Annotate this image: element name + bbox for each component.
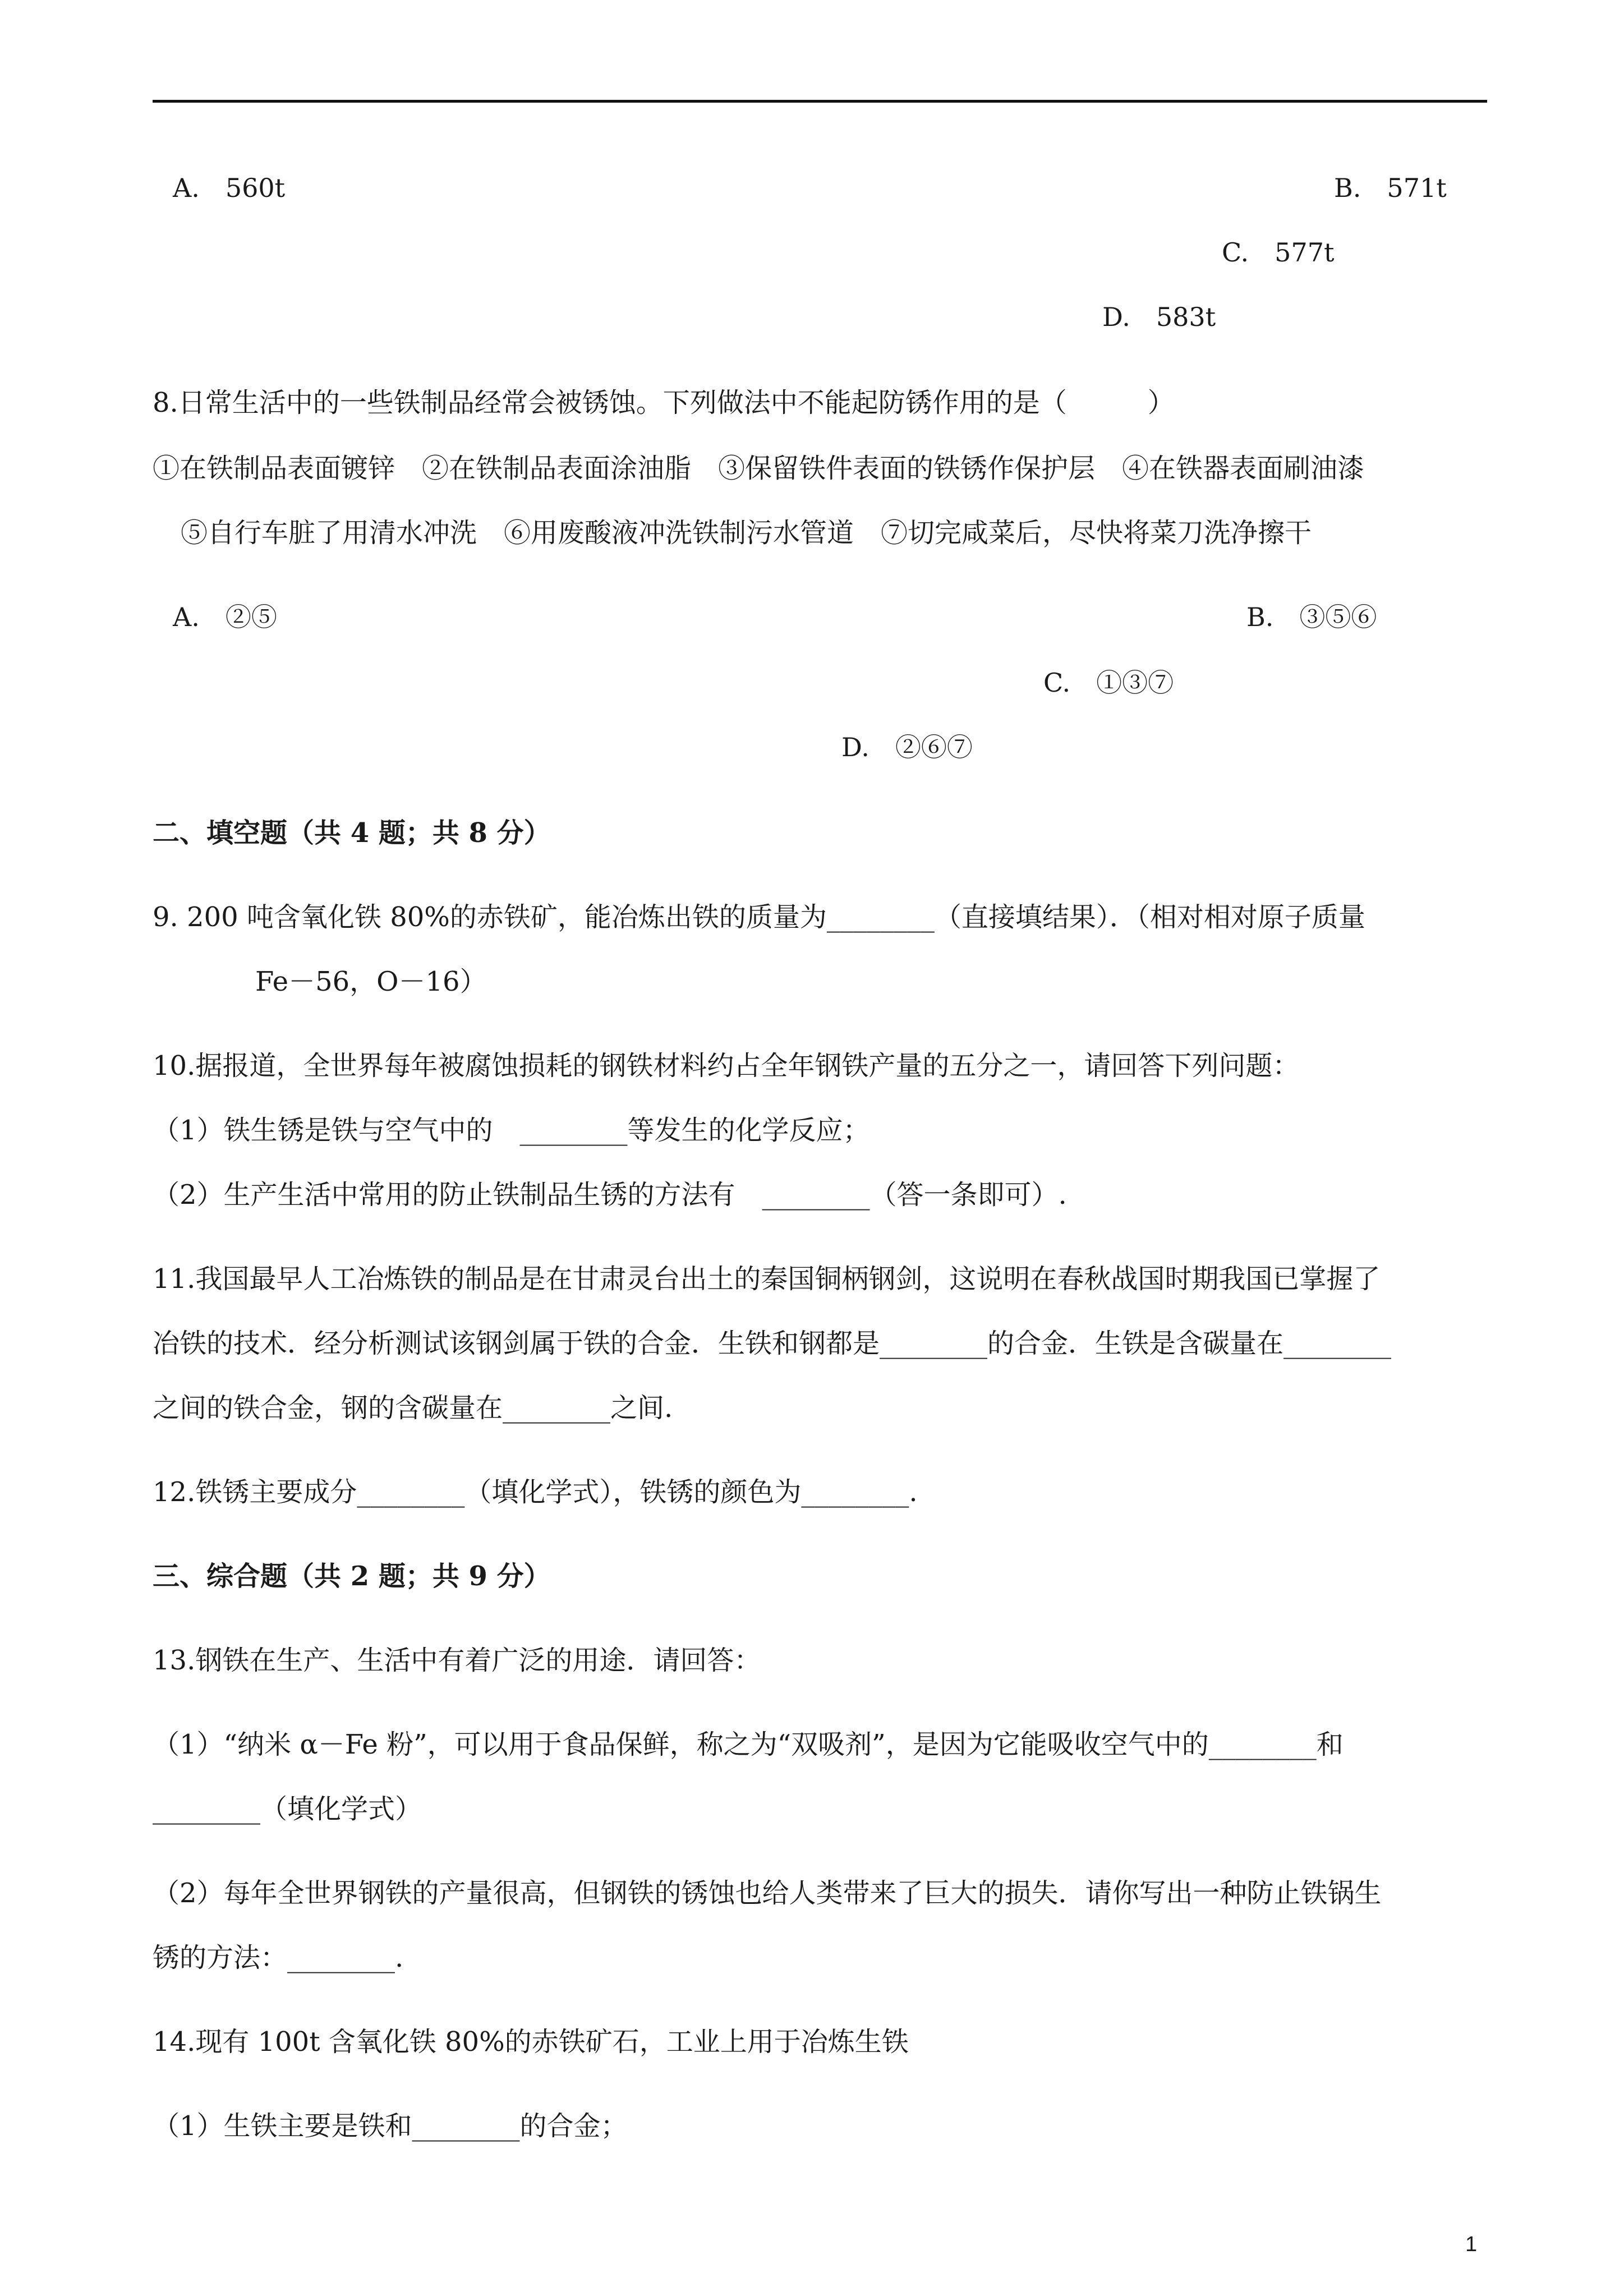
q7-option-b: B. 571t xyxy=(1334,173,1447,203)
q7-option-d: D. 583t xyxy=(1102,302,1216,332)
q11-line1: 11.我国最早人工冶炼铁的制品是在甘肃灵台出土的秦国铜柄钢剑，这说明在春秋战国时期我国已掌握了 xyxy=(153,1263,1381,1295)
q8-option-c: C. ①③⑦ xyxy=(1043,668,1174,698)
q8-items-line2: ⑤自行车脏了用清水冲洗 ⑥用废酸液冲洗铁制污水管道 ⑦切完咸菜后，尽快将菜刀洗净擦干 xyxy=(181,517,1312,549)
q10-sub2: （2）生产生活中常用的防止铁制品生锈的方法有 ________（答一条即可）. xyxy=(153,1179,1067,1211)
q8-stem: 8.日常生活中的一些铁制品经常会被锈蚀。下列做法中不能起防锈作用的是（ ） xyxy=(153,387,1175,418)
q11-line2: 冶铁的技术．经分析测试该钢剑属于铁的合金．生铁和钢都是________的合金．生铁是含碳量在________ xyxy=(153,1328,1392,1359)
q13-stem: 13.钢铁在生产、生活中有着广泛的用途．请回答： xyxy=(153,1645,761,1676)
q8-option-a: A. ②⑤ xyxy=(173,602,277,632)
q12-line1: 12.铁锈主要成分________（填化学式），铁锈的颜色为________. xyxy=(153,1476,918,1508)
section-heading-fill-in: 二、填空题（共 4 题；共 8 分） xyxy=(153,817,551,849)
q13-sub2-line1: （2）每年全世界钢铁的产量很高，但钢铁的锈蚀也给人类带来了巨大的损失．请你写出一种防止铁锅生 xyxy=(153,1878,1382,1909)
q13-sub1-line1: （1）“纳米 α－Fe 粉”，可以用于食品保鲜，称之为“双吸剂”，是因为它能吸收空气中的________和 xyxy=(153,1729,1344,1760)
q7-option-c: C. 577t xyxy=(1222,237,1335,268)
q7-option-a: A. 560t xyxy=(173,173,286,203)
q9-line1: 9. 200 吨含氧化铁 80%的赤铁矿，能冶炼出铁的质量为________（直接填结果）．（相对相对原子质量 xyxy=(153,901,1365,933)
q8-option-b: B. ③⑤⑥ xyxy=(1246,602,1377,632)
section-heading-comprehensive: 三、综合题（共 2 题；共 9 分） xyxy=(153,1561,551,1592)
header-rule xyxy=(153,100,1487,103)
q9-line2: Fe－56，O－16） xyxy=(255,966,487,997)
q8-items-line1: ①在铁制品表面镀锌 ②在铁制品表面涂油脂 ③保留铁件表面的铁锈作保护层 ④在铁器表面刷油漆 xyxy=(153,453,1365,484)
q14-stem: 14.现有 100t 含氧化铁 80%的赤铁矿石，工业上用于冶炼生铁 xyxy=(153,2026,909,2058)
q10-sub1: （1）铁生锈是铁与空气中的 ________等发生的化学反应； xyxy=(153,1115,870,1146)
q13-sub1-line2: ________（填化学式） xyxy=(153,1793,422,1825)
q8-option-d: D. ②⑥⑦ xyxy=(841,732,973,762)
page-number: 1 xyxy=(1465,2233,1478,2256)
q10-stem: 10.据报道，全世界每年被腐蚀损耗的钢铁材料约占全年钢铁产量的五分之一，请回答下列问题： xyxy=(153,1050,1300,1082)
q14-sub1: （1）生铁主要是铁和________的合金； xyxy=(153,2110,628,2142)
q13-sub2-line2: 锈的方法：________. xyxy=(153,1942,404,1973)
q11-line3: 之间的铁合金，钢的含碳量在________之间. xyxy=(153,1392,673,1424)
